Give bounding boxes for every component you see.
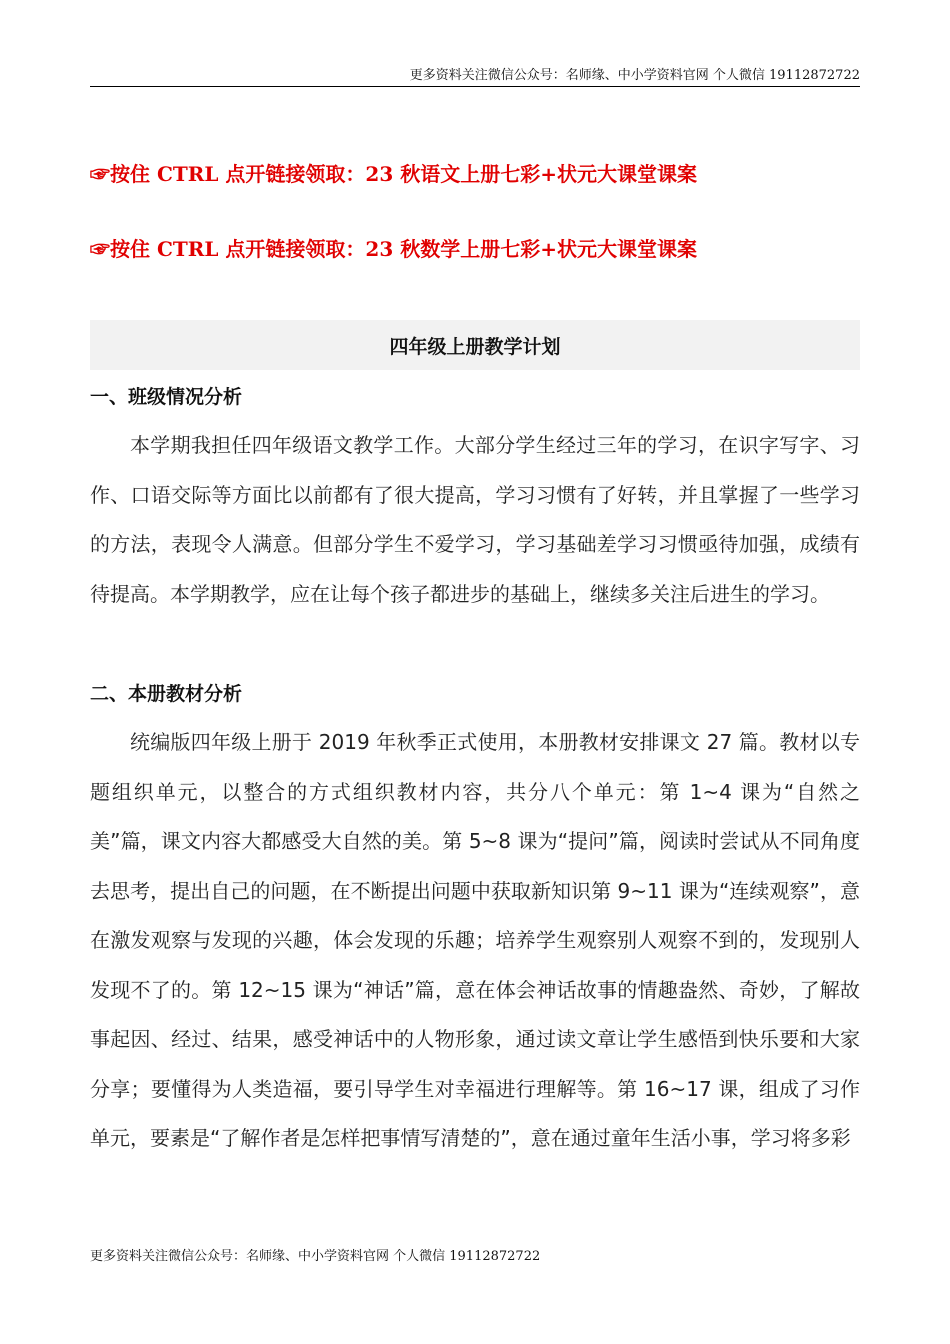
class-analysis-paragraph: 本学期我担任四年级语文教学工作。大部分学生经过三年的学习，在识字写字、习作、口语交际等方面比以前都有了很大提高，学习习惯有了好转，并且掌握了一些学习的方法，表现令人满意。但部分学生不爱学习，学习基础差学习习惯亟待加强，成绩有待提高。本学期教学，应在让每个孩子都进步的基础上，继续多关注后进生的学习。 — [90, 433, 860, 606]
page-header: 更多资料关注微信公众号：名师缘、中小学资料官网 个人微信 19112872722 — [409, 68, 860, 83]
page-footer: 更多资料关注微信公众号：名师缘、中小学资料官网 个人微信 19112872722 — [90, 1249, 541, 1264]
textbook-analysis-paragraph: 统编版四年级上册于 2019 年秋季正式使用，本册教材安排课文 27 篇。教材以专题组织单元，以整合的方式组织教材内容，共分八个单元：第 1~4 课为“自然之美”篇，课文内容大都感受大自然的美。第 5~8 课为“提问”篇，阅读时尝试从不同角度去思考，提出自己的问题，在不断提出问题中获取新知识第 9~11 课为“连续观察”，意在激发观察与发现的兴趣，体会发现的乐趣；培养学生观察别人观察不到的，发现别人发现不了的。第 12~15 课为“神话”篇，意在体会神话故事的情趣盎然、奇妙，了解故事起因、经过、结果，感受神话中的人物形象，通过读文章让学生感悟到快乐要和大家分享；要懂得为人类造福，要引导学生对幸福进行理解等。第 16~17 课，组成了习作单元，要素是“了解作者是怎样把事情写清楚的”，意在通过童年生活小事，学习将多彩 — [90, 730, 860, 1150]
math-courseware-link[interactable]: ☞按住 CTRL 点开链接领取：23 秋数学上册七彩+状元大课堂课案 — [90, 237, 697, 261]
header-divider — [90, 86, 860, 87]
section-heading-textbook-analysis: 二、本册教材分析 — [90, 683, 243, 705]
chinese-courseware-link[interactable]: ☞按住 CTRL 点开链接领取：23 秋语文上册七彩+状元大课堂课案 — [90, 162, 697, 186]
section-heading-class-analysis: 一、班级情况分析 — [90, 386, 243, 408]
document-title: 四年级上册教学计划 — [90, 320, 860, 370]
